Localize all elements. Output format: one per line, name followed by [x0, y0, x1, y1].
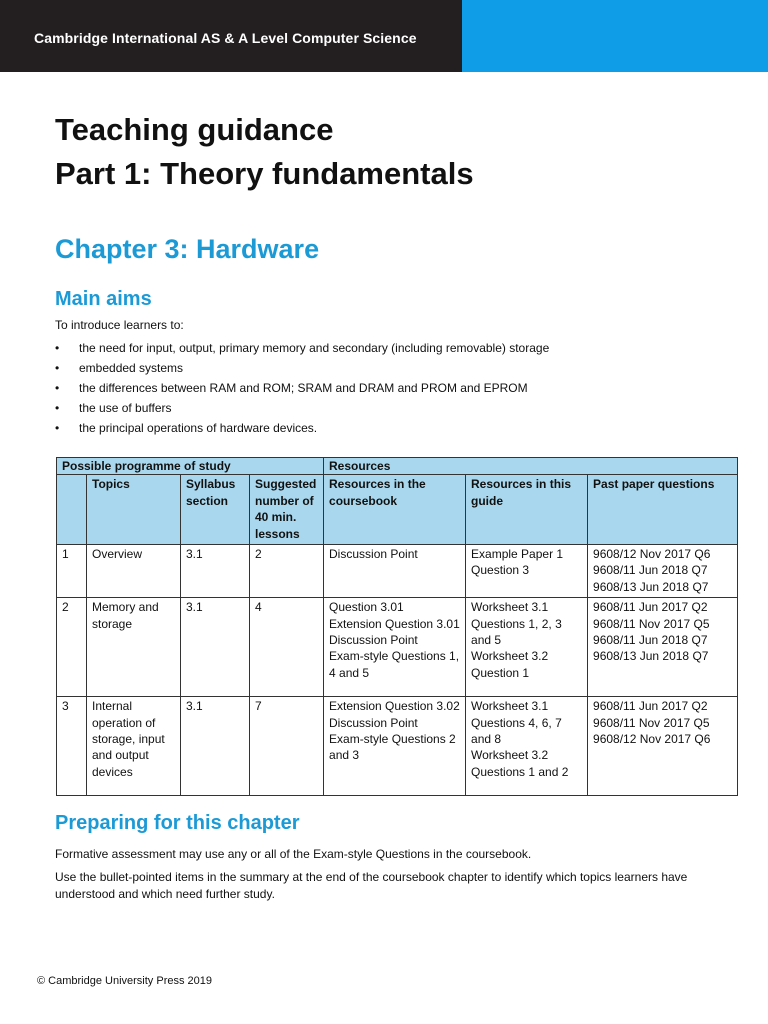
coursebook-item: Extension Question 3.01 [329, 616, 460, 631]
header-accent-panel [462, 0, 768, 72]
list-item [55, 360, 549, 380]
bullet-icon: • [55, 361, 60, 375]
list-item-text: the differences between RAM and ROM; SRAM and DRAM and PROM and EPROM [79, 381, 528, 395]
guide-item: Worksheet 3.2 Question 1 [471, 649, 549, 680]
row-number: 2 [57, 598, 87, 697]
row-coursebook [324, 697, 466, 796]
chapter-title: Chapter 3: Hardware [55, 234, 320, 264]
column-header-topics: Topics [87, 475, 181, 545]
past-paper-item: 9608/12 Nov 2017 Q6 [593, 732, 711, 747]
column-header-guide: Resources in this guide [466, 475, 588, 545]
past-paper-item: 9608/11 Jun 2018 Q7 [593, 633, 708, 648]
page-title [55, 108, 474, 196]
row-section: 3.1 [181, 598, 250, 697]
row-guide [466, 598, 588, 697]
guide-item: Example Paper 1 Question 3 [471, 547, 564, 578]
column-header-lessons: Suggested number of 40 min. lessons [250, 475, 324, 545]
list-item-text: the principal operations of hardware devices. [79, 421, 318, 435]
guide-item: Worksheet 3.1 Questions 4, 6, 7 and 8 [471, 699, 562, 747]
coursebook-item: Question 3.01 [329, 600, 404, 615]
group-header-resources: Resources [324, 458, 738, 475]
column-header-coursebook: Resources in the coursebook [324, 475, 466, 545]
column-header-section: Syllabus section [181, 475, 250, 545]
coursebook-item: Extension Question 3.02 [329, 699, 460, 714]
past-paper-item: 9608/11 Nov 2017 Q5 [593, 715, 710, 730]
preparing-heading: Preparing for this chapter [55, 812, 300, 834]
row-lessons: 4 [250, 598, 324, 697]
row-section: 3.1 [181, 545, 250, 598]
guide-item: Worksheet 3.1 Questions 1, 2, 3 and 5 [471, 600, 562, 648]
list-item-text: embedded systems [79, 361, 184, 375]
group-header-programme: Possible programme of study [57, 458, 324, 475]
list-item-text: the use of buffers [79, 401, 172, 415]
main-aims-intro: To introduce learners to: [55, 318, 184, 332]
row-section: 3.1 [181, 697, 250, 796]
list-item [55, 400, 549, 420]
preparing-paragraph-1: Formative assessment may use any or all of the Exam-style Questions in the coursebook. [55, 847, 532, 861]
row-past-papers [588, 598, 738, 697]
coursebook-item: Discussion Point [329, 633, 418, 648]
past-paper-item: 9608/11 Jun 2018 Q7 [593, 563, 708, 578]
bullet-icon: • [55, 421, 60, 435]
row-guide [466, 697, 588, 796]
main-aims-list [55, 340, 549, 440]
row-lessons: 7 [250, 697, 324, 796]
row-number: 3 [57, 697, 87, 796]
preparing-paragraph-2: Use the bullet-pointed items in the summary at the end of the coursebook chapter to identify which topics learners have understood and which need further study. [55, 870, 688, 901]
past-paper-item: 9608/11 Jun 2017 Q2 [593, 600, 708, 615]
coursebook-item: Exam-style Questions 2 and 3 [329, 732, 456, 763]
table-row [57, 598, 738, 697]
row-past-papers [588, 697, 738, 796]
past-paper-item: 9608/12 Nov 2017 Q6 [593, 547, 711, 562]
header-band [0, 0, 768, 72]
row-number: 1 [57, 545, 87, 598]
bullet-icon: • [55, 381, 60, 395]
page-title-line1: Teaching guidance [55, 112, 334, 147]
row-guide [466, 545, 588, 598]
coursebook-item: Exam-style Questions 1, 4 and 5 [329, 649, 460, 680]
programme-table [56, 457, 738, 796]
table-group-header [57, 458, 738, 475]
past-paper-item: 9608/13 Jun 2018 Q7 [593, 649, 709, 664]
column-header-number [57, 475, 87, 545]
table-row [57, 697, 738, 796]
bullet-icon: • [55, 401, 60, 415]
list-item [55, 380, 549, 400]
list-item-text: the need for input, output, primary memory and secondary (including removable) storage [79, 341, 550, 355]
guide-item: Worksheet 3.2 Questions 1 and 2 [471, 748, 569, 779]
page-title-line2: Part 1: Theory fundamentals [55, 156, 474, 191]
table-row [57, 545, 738, 598]
bullet-icon: • [55, 341, 60, 355]
list-item [55, 420, 549, 440]
row-coursebook [324, 598, 466, 697]
main-aims-heading: Main aims [55, 288, 152, 310]
past-paper-item: 9608/13 Jun 2018 Q7 [593, 579, 709, 594]
row-coursebook [324, 545, 466, 598]
column-header-past-papers: Past paper questions [588, 475, 738, 545]
coursebook-item: Discussion Point [329, 715, 418, 730]
row-topic: Memory and storage [87, 598, 181, 697]
row-past-papers [588, 545, 738, 598]
coursebook-item: Discussion Point [329, 547, 418, 562]
table-column-header [57, 475, 738, 545]
row-topic: Overview [87, 545, 181, 598]
row-topic: Internal operation of storage, input and output devices [87, 697, 181, 796]
copyright-footer: © Cambridge University Press 2019 [37, 975, 213, 987]
list-item [55, 340, 549, 360]
past-paper-item: 9608/11 Nov 2017 Q5 [593, 616, 710, 631]
course-title: Cambridge International AS & A Level Computer Science [34, 30, 417, 46]
row-lessons: 2 [250, 545, 324, 598]
past-paper-item: 9608/11 Jun 2017 Q2 [593, 699, 708, 714]
